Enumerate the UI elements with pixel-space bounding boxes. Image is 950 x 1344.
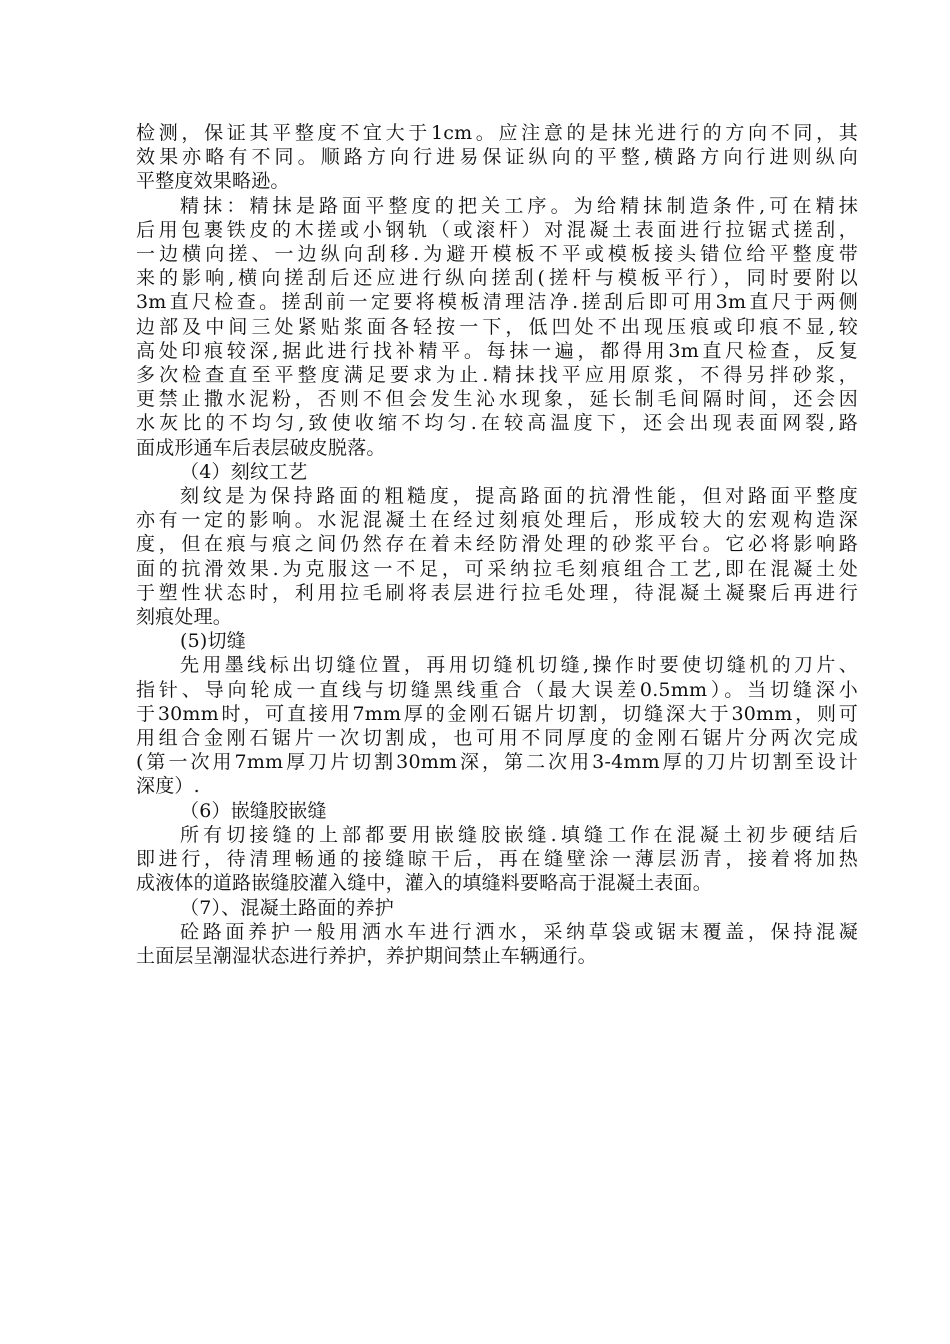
text-line: 3m直尺检查。搓刮前一定要将模板清理洁净.搓刮后即可用3m直尺于两侧 <box>136 291 858 314</box>
text-line: 检测，保证其平整度不宜大于1cm。应注意的是抹光进行的方向不同，其 <box>136 122 858 144</box>
text-line: 来的影响,横向搓刮后还应进行纵向搓刮(搓杆与模板平行），同时要附以 <box>136 267 858 290</box>
text-line: 多次检查直至平整度满足要求为止.精抹找平应用原浆，不得另拌砂浆， <box>136 364 858 387</box>
text-line: 一边横向搓、一边纵向刮移.为避开模板不平或模板接头错位给平整度带 <box>136 243 858 266</box>
text-line: 于30mm时，可直接用7mm厚的金刚石锯片切割，切缝深大于30mm，则可 <box>136 702 858 725</box>
text-line: 水灰比的不均匀,致使收缩不均匀.在较高温度下，还会出现表面网裂,路 <box>136 412 858 435</box>
text-line: 面的抗滑效果.为克服这一不足，可采纳拉毛刻痕组合工艺,即在混凝土处 <box>136 557 858 580</box>
text-line: （7）、混凝土路面的养护 <box>180 896 394 919</box>
text-line: 所有切接缝的上部都要用嵌缝胶嵌缝.填缝工作在混凝土初步硬结后 <box>180 823 858 846</box>
text-line: 高处印痕较深,据此进行找补精平。每抹一遍，都得用3m直尺检查，反复 <box>136 339 858 362</box>
text-line: 平整度效果略逊。 <box>136 170 290 193</box>
text-line: 先用墨线标出切缝位置，再用切缝机切缝,操作时要使切缝机的刀片、 <box>180 654 858 677</box>
text-line: 成液体的道路嵌缝胶灌入缝中，灌入的填缝料要略高于混凝土表面。 <box>136 872 713 895</box>
text-line: 后用包裹铁皮的木搓或小钢轨（或滚杆）对混凝土表面进行拉锯式搓刮， <box>136 218 858 241</box>
text-line: 刻纹是为保持路面的粗糙度，提高路面的抗滑性能，但对路面平整度 <box>180 485 858 508</box>
text-line: 效果亦略有不同。顺路方向行进易保证纵向的平整,横路方向行进则纵向 <box>136 146 858 169</box>
text-line: （4）刻纹工艺 <box>180 460 308 483</box>
text-line: 深度）. <box>136 775 200 798</box>
text-line: (第一次用7mm厚刀片切割30mm深，第二次用3-4mm厚的刀片切割至设计 <box>136 751 858 774</box>
text-line: 更禁止撒水泥粉，否则不但会发生沁水现象，延长制毛间隔时间，还会因 <box>136 388 858 411</box>
text-line: 指针、导向轮成一直线与切缝黑线重合（最大误差0.5mm）。当切缝深小 <box>136 678 858 701</box>
text-line: 即进行，待清理畅通的接缝晾干后，再在缝壁涂一薄层沥青，接着将加热 <box>136 848 858 871</box>
text-line: （6）嵌缝胶嵌缝 <box>180 799 327 822</box>
document-body <box>136 121 858 968</box>
text-line: 面成形通车后表层破皮脱落。 <box>136 436 386 459</box>
text-line: (5)切缝 <box>180 630 246 653</box>
text-line: 砼路面养护一般用洒水车进行洒水，采纳草袋或锯末覆盖，保持混凝 <box>180 920 858 943</box>
text-line: 于塑性状态时，利用拉毛刷将表层进行拉毛处理，待混凝土凝聚后再进行 <box>136 581 858 604</box>
text-line: 土面层呈潮湿状态进行养护，养护期间禁止车辆通行。 <box>136 944 597 967</box>
text-line: 精抹：精抹是路面平整度的把关工序。为给精抹制造条件,可在精抹 <box>180 194 858 217</box>
text-line: 边部及中间三处紧贴浆面各轻按一下，低凹处不出现压痕或印痕不显,较 <box>136 315 858 338</box>
text-line: 度，但在痕与痕之间仍然存在着未经防滑处理的砂浆平台。它必将影响路 <box>136 533 858 556</box>
text-line: 亦有一定的影响。水泥混凝土在经过刻痕处理后，形成较大的宏观构造深 <box>136 509 858 532</box>
text-line: 刻痕处理。 <box>136 606 233 629</box>
text-line: 用组合金刚石锯片一次切割成，也可用不同厚度的金刚石锯片分两次完成 <box>136 727 858 750</box>
